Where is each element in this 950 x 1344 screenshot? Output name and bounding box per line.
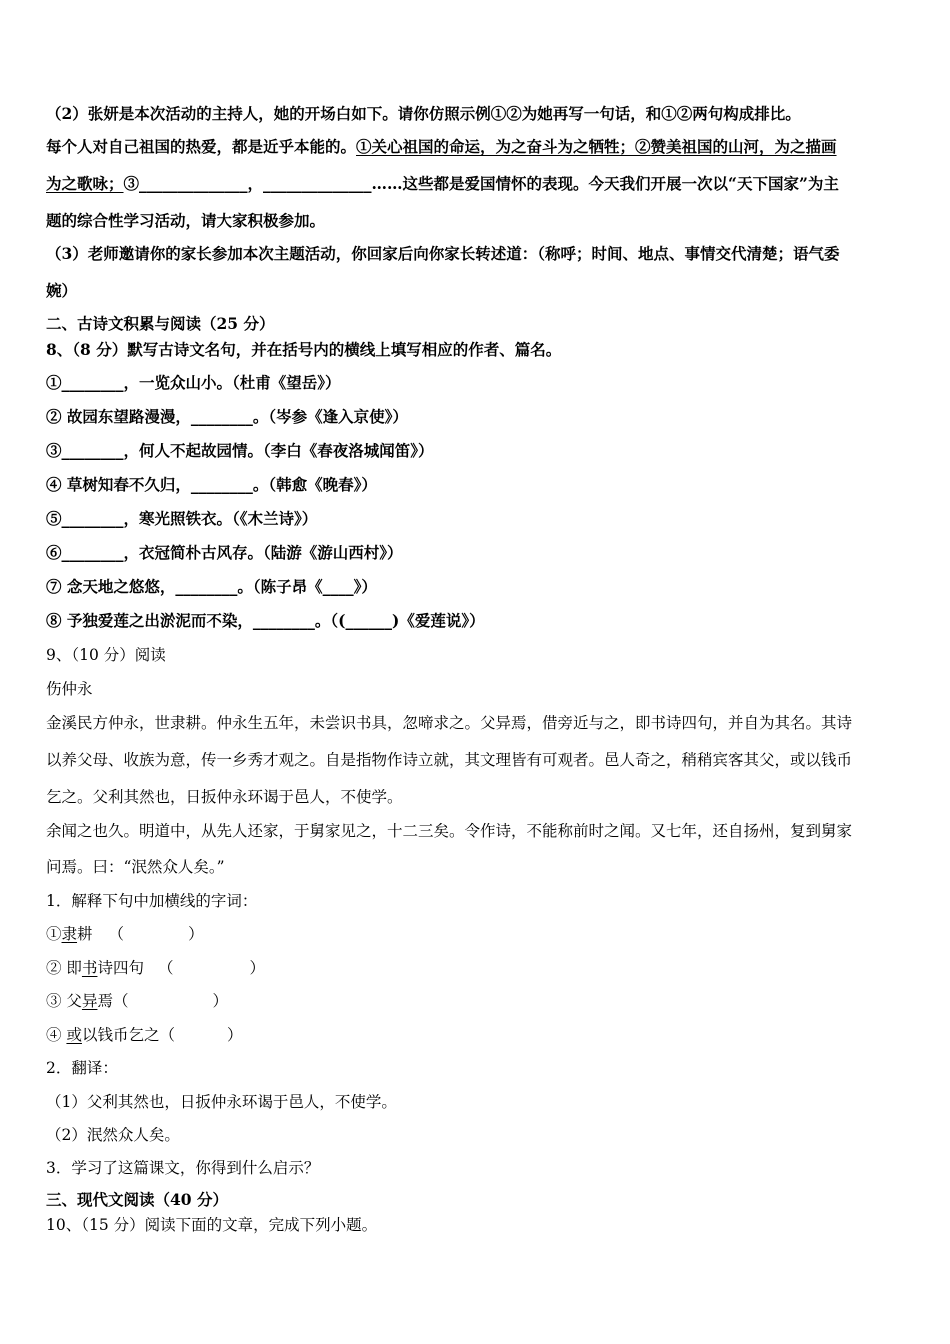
q2-passage-line-3: 题的综合性学习活动，请大家积极参加。	[46, 211, 326, 230]
q2-passage-continuation: ……这些都是爱国情怀的表现。今天我们开展一次以“天下国家”为主	[371, 174, 839, 193]
q8-item: ⑥________，衣冠简朴古风存。（陆游《游山西村》）	[46, 543, 403, 562]
q2-example-sentences: ①关心祖国的命运，为之奋斗为之牺牲；②赞美祖国的山河，为之描画	[356, 137, 837, 156]
answer-paren-open: （	[159, 1026, 175, 1044]
sub1-item-prefix: ④	[46, 1026, 67, 1044]
underlined-word: 书	[81, 959, 98, 977]
passage-line: 以养父母、收族为意，传一乡秀才观之。自是指物作诗立就，其文理皆有可观者。邑人奇之，稍稍宾客其父，或以钱币	[46, 751, 853, 769]
q8-item: ①________，一览众山小。（杜甫《望岳》）	[46, 373, 341, 392]
q2-prompt: （2）张妍是本次活动的主持人，她的开场白如下。请你仿照示例①②为她再写一句话，和①②两句构成排比。	[46, 104, 801, 123]
passage-line: 乞之。父利其然也，日扳仲永环谒于邑人，不使学。	[46, 788, 403, 806]
sub1-item-prefix: ③ 父	[46, 992, 82, 1010]
q2-passage-line-1	[46, 137, 837, 157]
q8-item: ⑧ 予独爱莲之出淤泥而不染，________。（(______)《爱莲说》）	[46, 611, 485, 630]
answer-paren-close: ）	[212, 992, 228, 1010]
passage-line: 余闻之也久。明道中，从先人还家，于舅家见之，十二三矣。令作诗，不能称前时之闻。又七年，还自扬州，复到舅家	[46, 822, 853, 840]
answer-paren-close: ）	[249, 959, 265, 977]
q8-item: ④ 草树知春不久归，________。（韩愈《晚春》）	[46, 475, 377, 494]
answer-paren-open: （	[157, 959, 174, 977]
q8-item: ⑤________，寒光照铁衣。（《木兰诗》）	[46, 509, 318, 528]
q8-title: 8、（8 分）默写古诗文名句，并在括号内的横线上填写相应的作者、篇名。	[46, 340, 562, 359]
sub1-item-suffix: 焉	[97, 992, 113, 1010]
q3-prompt-cont: 婉）	[46, 281, 78, 300]
underlined-word: 异	[81, 992, 98, 1010]
q10-title: 10、（15 分）阅读下面的文章，完成下列小题。	[46, 1216, 378, 1234]
q3-prompt: （3）老师邀请你的家长参加本次主题活动，你回家后向你家长转述道：（称呼；时间、地点、事情交代清楚；语气委	[46, 244, 840, 263]
q9-title: 9、（10 分）阅读	[46, 646, 166, 664]
q2-example-end: 为之歌咏；	[46, 174, 124, 193]
sub1-item-suffix: 诗四句	[97, 959, 144, 977]
answer-paren-close: ）	[226, 1026, 243, 1044]
sub1-item-suffix: 耕	[77, 925, 93, 943]
section-3-heading: 三、现代文阅读（40 分）	[46, 1190, 228, 1209]
sub2-item: （1）父利其然也，日扳仲永环谒于邑人，不使学。	[46, 1093, 397, 1111]
q8-item: ⑦ 念天地之悠悠，________。（陈子昂《____》）	[46, 577, 377, 596]
passage-line: 问焉。曰：“泯然众人矣。”	[46, 858, 225, 876]
sub1-item	[46, 924, 204, 944]
sub1-item	[46, 991, 228, 1011]
answer-paren-open: （	[112, 992, 129, 1010]
sub1-item	[46, 1025, 243, 1045]
answer-paren-open: （	[108, 925, 125, 943]
underlined-word: 隶	[61, 925, 78, 943]
q2-answer-blanks: ③______________，______________	[123, 174, 372, 193]
sub1-item	[46, 958, 265, 978]
sub1-title: 1．解释下句中加横线的字词：	[46, 892, 258, 910]
q2-lead-text: 每个人对自己祖国的热爱，都是近乎本能的。	[46, 137, 357, 156]
sub1-item-prefix: ② 即	[46, 959, 82, 977]
section-2-heading: 二、古诗文积累与阅读（25 分）	[46, 314, 275, 333]
passage-title: 伤仲永	[46, 680, 93, 698]
q2-passage-line-2	[46, 174, 839, 194]
q8-item: ② 故园东望路漫漫，________。（岑参《逢入京使》）	[46, 407, 408, 426]
sub2-title: 2．翻译：	[46, 1059, 118, 1077]
passage-line: 金溪民方仲永，世隶耕。仲永生五年，未尝识书具，忽啼求之。父异焉，借旁近与之，即书诗四句，并自为其名。其诗	[46, 714, 853, 732]
sub1-item-prefix: ①	[46, 925, 62, 943]
sub2-item: （2）泯然众人矣。	[46, 1126, 180, 1144]
sub1-item-suffix: 以钱币乞之	[81, 1026, 160, 1044]
q8-item: ③________，何人不起故园情。（李白《春夜洛城闻笛》）	[46, 441, 434, 460]
sub3-title: 3．学习了这篇课文，你得到什么启示？	[46, 1159, 320, 1177]
underlined-word: 或	[66, 1026, 82, 1044]
answer-paren-close: ）	[188, 925, 204, 943]
